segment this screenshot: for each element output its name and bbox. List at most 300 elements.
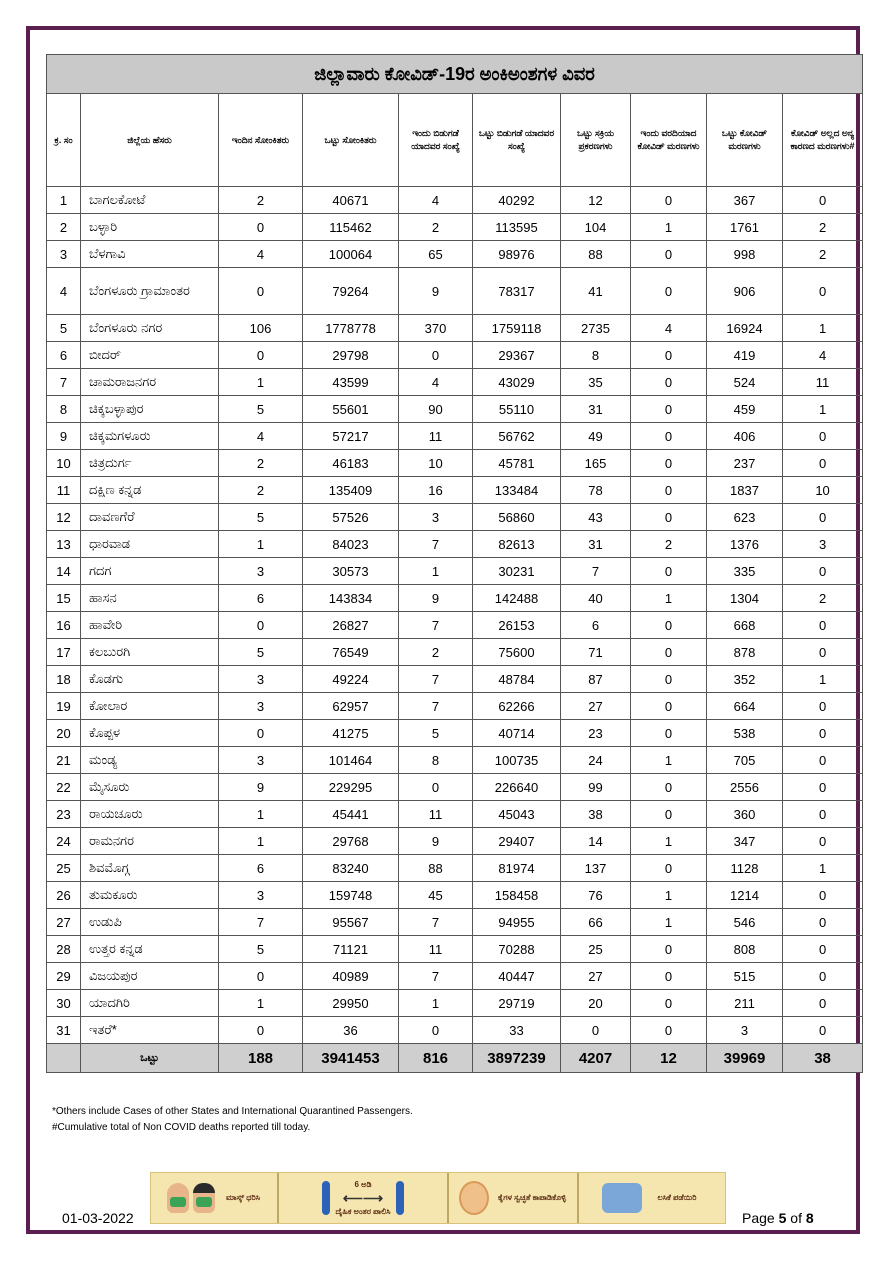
table-row bbox=[47, 855, 863, 882]
cell-total-cases: 43599 bbox=[303, 369, 399, 396]
table-row bbox=[47, 241, 863, 268]
cell-serial: 27 bbox=[47, 909, 81, 936]
masked-face-icon bbox=[193, 1183, 215, 1213]
cell-total-cases: 57526 bbox=[303, 504, 399, 531]
cell-serial: 19 bbox=[47, 693, 81, 720]
cell-today-cases: 0 bbox=[219, 720, 303, 747]
footnote-non-covid: #Cumulative total of Non COVID deaths reported till today. bbox=[52, 1122, 311, 1133]
table-row bbox=[47, 585, 863, 612]
cell-discharged-total: 226640 bbox=[473, 774, 561, 801]
cell-deaths-total: 352 bbox=[707, 666, 783, 693]
cell-today-cases: 0 bbox=[219, 214, 303, 241]
cell-total-cases: 26827 bbox=[303, 612, 399, 639]
page-number bbox=[742, 1210, 814, 1226]
cell-today-cases: 1 bbox=[219, 369, 303, 396]
cell-discharged-total: 82613 bbox=[473, 531, 561, 558]
cell-deaths-today: 0 bbox=[631, 801, 707, 828]
cell-deaths-total: 2556 bbox=[707, 774, 783, 801]
table-row bbox=[47, 828, 863, 855]
cell-deaths-total: 406 bbox=[707, 423, 783, 450]
cell-district: ಕೋಲಾರ bbox=[81, 693, 219, 720]
cell-deaths-today: 0 bbox=[631, 477, 707, 504]
cell-deaths-total: 878 bbox=[707, 639, 783, 666]
cell-non-covid-deaths: 2 bbox=[783, 241, 863, 268]
cell-serial: 7 bbox=[47, 369, 81, 396]
cell-total-cases: 229295 bbox=[303, 774, 399, 801]
cell-deaths-today: 0 bbox=[631, 936, 707, 963]
cell-district: ಮೈಸೂರು bbox=[81, 774, 219, 801]
cell-deaths-total: 459 bbox=[707, 396, 783, 423]
cell-active: 14 bbox=[561, 828, 631, 855]
cell-district: ವಿಜಯಪುರ bbox=[81, 963, 219, 990]
cell-total-cases: 29798 bbox=[303, 342, 399, 369]
cell-serial: 12 bbox=[47, 504, 81, 531]
cell-district: ಚಿಕ್ಕಬಳ್ಳಾಪುರ bbox=[81, 396, 219, 423]
cell-discharged-today: 1 bbox=[399, 990, 473, 1017]
cell-discharged-total: 40447 bbox=[473, 963, 561, 990]
cell-today-cases: 0 bbox=[219, 342, 303, 369]
cell-discharged-today: 11 bbox=[399, 423, 473, 450]
cell-discharged-total: 133484 bbox=[473, 477, 561, 504]
banner-mask bbox=[151, 1173, 279, 1223]
cell-serial: 2 bbox=[47, 214, 81, 241]
cell-district: ಉತ್ತರ ಕನ್ನಡ bbox=[81, 936, 219, 963]
cell-serial: 18 bbox=[47, 666, 81, 693]
table-row bbox=[47, 936, 863, 963]
table-row bbox=[47, 369, 863, 396]
cell-today-cases: 2 bbox=[219, 477, 303, 504]
cell-deaths-today: 0 bbox=[631, 187, 707, 214]
table-row bbox=[47, 666, 863, 693]
cell-discharged-today: 7 bbox=[399, 612, 473, 639]
cell-discharged-today: 2 bbox=[399, 214, 473, 241]
cell-deaths-total: 335 bbox=[707, 558, 783, 585]
totals-total: 3941453 bbox=[303, 1044, 399, 1073]
cell-deaths-today: 0 bbox=[631, 342, 707, 369]
cell-non-covid-deaths: 0 bbox=[783, 693, 863, 720]
cell-district: ಚಾಮರಾಜನಗರ bbox=[81, 369, 219, 396]
cell-today-cases: 2 bbox=[219, 187, 303, 214]
header-district: ಜಿಲ್ಲೆಯ ಹೆಸರು bbox=[81, 94, 219, 187]
cell-non-covid-deaths: 0 bbox=[783, 801, 863, 828]
cell-non-covid-deaths: 0 bbox=[783, 558, 863, 585]
table-row bbox=[47, 268, 863, 315]
cell-deaths-total: 211 bbox=[707, 990, 783, 1017]
cell-serial: 30 bbox=[47, 990, 81, 1017]
cell-deaths-today: 0 bbox=[631, 241, 707, 268]
cell-serial: 20 bbox=[47, 720, 81, 747]
cell-deaths-today: 1 bbox=[631, 214, 707, 241]
cell-non-covid-deaths: 10 bbox=[783, 477, 863, 504]
cell-deaths-today: 0 bbox=[631, 612, 707, 639]
cell-deaths-total: 1837 bbox=[707, 477, 783, 504]
cell-active: 7 bbox=[561, 558, 631, 585]
cell-total-cases: 84023 bbox=[303, 531, 399, 558]
vaccination-icon bbox=[602, 1183, 642, 1213]
cell-non-covid-deaths: 3 bbox=[783, 531, 863, 558]
cell-deaths-today: 0 bbox=[631, 963, 707, 990]
table-row bbox=[47, 531, 863, 558]
covid-guidelines-banner bbox=[150, 1172, 726, 1224]
cell-deaths-total: 1376 bbox=[707, 531, 783, 558]
cell-deaths-total: 3 bbox=[707, 1017, 783, 1044]
cell-discharged-today: 7 bbox=[399, 531, 473, 558]
cell-active: 71 bbox=[561, 639, 631, 666]
cell-deaths-total: 1761 bbox=[707, 214, 783, 241]
cell-discharged-today: 4 bbox=[399, 369, 473, 396]
cell-discharged-today: 16 bbox=[399, 477, 473, 504]
totals-active: 4207 bbox=[561, 1044, 631, 1073]
cell-today-cases: 1 bbox=[219, 828, 303, 855]
cell-district: ಶಿವಮೊಗ್ಗ bbox=[81, 855, 219, 882]
cell-total-cases: 57217 bbox=[303, 423, 399, 450]
cell-discharged-total: 45043 bbox=[473, 801, 561, 828]
cell-deaths-total: 808 bbox=[707, 936, 783, 963]
cell-deaths-today: 0 bbox=[631, 990, 707, 1017]
cell-serial: 10 bbox=[47, 450, 81, 477]
cell-discharged-total: 142488 bbox=[473, 585, 561, 612]
cell-today-cases: 0 bbox=[219, 268, 303, 315]
cell-discharged-total: 70288 bbox=[473, 936, 561, 963]
cell-discharged-today: 7 bbox=[399, 963, 473, 990]
cell-active: 165 bbox=[561, 450, 631, 477]
header-discharged-today: ಇಂದು ಬಿಡುಗಡೆ ಯಾದವರ ಸಂಖ್ಯೆ bbox=[399, 94, 473, 187]
cell-today-cases: 6 bbox=[219, 585, 303, 612]
cell-total-cases: 29768 bbox=[303, 828, 399, 855]
cell-total-cases: 40989 bbox=[303, 963, 399, 990]
cell-total-cases: 143834 bbox=[303, 585, 399, 612]
cell-deaths-total: 360 bbox=[707, 801, 783, 828]
table-row bbox=[47, 990, 863, 1017]
district-table-container bbox=[46, 54, 862, 1073]
cell-active: 38 bbox=[561, 801, 631, 828]
cell-non-covid-deaths: 0 bbox=[783, 909, 863, 936]
cell-total-cases: 41275 bbox=[303, 720, 399, 747]
page-prefix: Page bbox=[742, 1210, 775, 1226]
cell-non-covid-deaths: 0 bbox=[783, 936, 863, 963]
cell-today-cases: 5 bbox=[219, 936, 303, 963]
table-row bbox=[47, 720, 863, 747]
cell-discharged-today: 8 bbox=[399, 747, 473, 774]
table-row bbox=[47, 801, 863, 828]
masked-face-icon bbox=[167, 1183, 189, 1213]
cell-discharged-total: 29367 bbox=[473, 342, 561, 369]
cell-discharged-today: 88 bbox=[399, 855, 473, 882]
cell-non-covid-deaths: 1 bbox=[783, 666, 863, 693]
cell-district: ಹಾವೇರಿ bbox=[81, 612, 219, 639]
cell-discharged-total: 26153 bbox=[473, 612, 561, 639]
cell-total-cases: 100064 bbox=[303, 241, 399, 268]
cell-total-cases: 46183 bbox=[303, 450, 399, 477]
district-table bbox=[46, 54, 863, 1073]
cell-non-covid-deaths: 0 bbox=[783, 828, 863, 855]
cell-total-cases: 40671 bbox=[303, 187, 399, 214]
cell-serial: 21 bbox=[47, 747, 81, 774]
cell-total-cases: 159748 bbox=[303, 882, 399, 909]
cell-active: 2735 bbox=[561, 315, 631, 342]
cell-today-cases: 7 bbox=[219, 909, 303, 936]
cell-total-cases: 45441 bbox=[303, 801, 399, 828]
cell-discharged-today: 9 bbox=[399, 268, 473, 315]
cell-non-covid-deaths: 0 bbox=[783, 504, 863, 531]
cell-discharged-today: 11 bbox=[399, 801, 473, 828]
cell-serial: 5 bbox=[47, 315, 81, 342]
header-serial: ಕ್ರ. ಸಂ bbox=[47, 94, 81, 187]
cell-serial: 23 bbox=[47, 801, 81, 828]
cell-today-cases: 3 bbox=[219, 747, 303, 774]
cell-serial: 6 bbox=[47, 342, 81, 369]
cell-discharged-total: 40714 bbox=[473, 720, 561, 747]
cell-district: ಹಾಸನ bbox=[81, 585, 219, 612]
cell-discharged-total: 29407 bbox=[473, 828, 561, 855]
cell-today-cases: 3 bbox=[219, 693, 303, 720]
cell-today-cases: 6 bbox=[219, 855, 303, 882]
cell-district: ಇತರೆ* bbox=[81, 1017, 219, 1044]
cell-deaths-total: 623 bbox=[707, 504, 783, 531]
cell-district: ಬೆಳಗಾವಿ bbox=[81, 241, 219, 268]
table-row bbox=[47, 423, 863, 450]
table-row bbox=[47, 774, 863, 801]
cell-deaths-today: 1 bbox=[631, 747, 707, 774]
cell-active: 0 bbox=[561, 1017, 631, 1044]
cell-serial: 29 bbox=[47, 963, 81, 990]
cell-serial: 8 bbox=[47, 396, 81, 423]
cell-non-covid-deaths: 4 bbox=[783, 342, 863, 369]
cell-deaths-total: 664 bbox=[707, 693, 783, 720]
banner-vaccine-label: ಲಸಿಕೆ ಪಡೆಯಿರಿ bbox=[657, 1193, 697, 1202]
cell-discharged-total: 33 bbox=[473, 1017, 561, 1044]
cell-today-cases: 3 bbox=[219, 558, 303, 585]
cell-deaths-total: 1128 bbox=[707, 855, 783, 882]
cell-active: 23 bbox=[561, 720, 631, 747]
cell-non-covid-deaths: 0 bbox=[783, 268, 863, 315]
cell-total-cases: 29950 bbox=[303, 990, 399, 1017]
table-row bbox=[47, 504, 863, 531]
cell-district: ಕೊಡಗು bbox=[81, 666, 219, 693]
cell-non-covid-deaths: 0 bbox=[783, 963, 863, 990]
cell-active: 43 bbox=[561, 504, 631, 531]
cell-total-cases: 115462 bbox=[303, 214, 399, 241]
cell-deaths-today: 0 bbox=[631, 639, 707, 666]
cell-district: ಗದಗ bbox=[81, 558, 219, 585]
totals-row bbox=[47, 1044, 863, 1073]
banner-distance-text bbox=[336, 1180, 391, 1217]
cell-total-cases: 36 bbox=[303, 1017, 399, 1044]
cell-total-cases: 71121 bbox=[303, 936, 399, 963]
person-icon bbox=[396, 1181, 404, 1215]
cell-district: ಧಾರವಾಡ bbox=[81, 531, 219, 558]
cell-deaths-total: 524 bbox=[707, 369, 783, 396]
header-total-cases: ಒಟ್ಟು ಸೋಂಕಿತರು bbox=[303, 94, 399, 187]
cell-deaths-total: 546 bbox=[707, 909, 783, 936]
cell-deaths-today: 0 bbox=[631, 423, 707, 450]
cell-today-cases: 9 bbox=[219, 774, 303, 801]
cell-district: ಬೆಂಗಳೂರು ಗ್ರಾಮಾಂತರ bbox=[81, 268, 219, 315]
cell-discharged-total: 98976 bbox=[473, 241, 561, 268]
banner-hygiene bbox=[449, 1173, 579, 1223]
cell-deaths-today: 0 bbox=[631, 666, 707, 693]
table-row bbox=[47, 396, 863, 423]
table-row bbox=[47, 612, 863, 639]
person-icon bbox=[322, 1181, 330, 1215]
cell-today-cases: 5 bbox=[219, 639, 303, 666]
cell-serial: 26 bbox=[47, 882, 81, 909]
cell-today-cases: 5 bbox=[219, 396, 303, 423]
cell-non-covid-deaths: 11 bbox=[783, 369, 863, 396]
cell-deaths-today: 1 bbox=[631, 909, 707, 936]
cell-district: ಕಲಬುರಗಿ bbox=[81, 639, 219, 666]
header-active: ಒಟ್ಟು ಸಕ್ರಿಯ ಪ್ರಕರಣಗಳು bbox=[561, 94, 631, 187]
table-row bbox=[47, 477, 863, 504]
cell-discharged-total: 56860 bbox=[473, 504, 561, 531]
cell-active: 25 bbox=[561, 936, 631, 963]
page-total: 8 bbox=[805, 1210, 814, 1226]
cell-discharged-total: 113595 bbox=[473, 214, 561, 241]
cell-serial: 14 bbox=[47, 558, 81, 585]
banner-distance bbox=[279, 1173, 449, 1223]
cell-district: ಮಂಡ್ಯ bbox=[81, 747, 219, 774]
cell-serial: 17 bbox=[47, 639, 81, 666]
cell-non-covid-deaths: 0 bbox=[783, 187, 863, 214]
footnotes bbox=[52, 1104, 413, 1136]
cell-serial: 16 bbox=[47, 612, 81, 639]
cell-serial: 25 bbox=[47, 855, 81, 882]
cell-today-cases: 1 bbox=[219, 990, 303, 1017]
header-non-covid-deaths: ಕೋವಿಡ್ ಅಲ್ಲದ ಅನ್ಯ ಕಾರಣದ ಮರಣಗಳು# bbox=[783, 94, 863, 187]
table-row bbox=[47, 693, 863, 720]
cell-deaths-total: 16924 bbox=[707, 315, 783, 342]
cell-discharged-total: 56762 bbox=[473, 423, 561, 450]
table-row bbox=[47, 315, 863, 342]
cell-serial: 28 bbox=[47, 936, 81, 963]
cell-deaths-today: 2 bbox=[631, 531, 707, 558]
cell-today-cases: 1 bbox=[219, 531, 303, 558]
cell-deaths-today: 0 bbox=[631, 396, 707, 423]
cell-active: 8 bbox=[561, 342, 631, 369]
cell-discharged-today: 7 bbox=[399, 693, 473, 720]
cell-deaths-total: 419 bbox=[707, 342, 783, 369]
cell-total-cases: 83240 bbox=[303, 855, 399, 882]
cell-serial: 22 bbox=[47, 774, 81, 801]
cell-deaths-today: 4 bbox=[631, 315, 707, 342]
cell-non-covid-deaths: 0 bbox=[783, 639, 863, 666]
table-row bbox=[47, 558, 863, 585]
table-row bbox=[47, 342, 863, 369]
cell-district: ಬಾಗಲಕೋಟೆ bbox=[81, 187, 219, 214]
cell-deaths-total: 705 bbox=[707, 747, 783, 774]
cell-discharged-today: 7 bbox=[399, 909, 473, 936]
cell-discharged-total: 45781 bbox=[473, 450, 561, 477]
cell-active: 137 bbox=[561, 855, 631, 882]
table-row bbox=[47, 187, 863, 214]
cell-district: ದಕ್ಷಿಣ ಕನ್ನಡ bbox=[81, 477, 219, 504]
cell-discharged-today: 11 bbox=[399, 936, 473, 963]
cell-discharged-total: 100735 bbox=[473, 747, 561, 774]
cell-non-covid-deaths: 1 bbox=[783, 315, 863, 342]
cell-serial: 11 bbox=[47, 477, 81, 504]
cell-discharged-total: 30231 bbox=[473, 558, 561, 585]
cell-discharged-today: 0 bbox=[399, 774, 473, 801]
cell-deaths-today: 0 bbox=[631, 504, 707, 531]
cell-total-cases: 1778778 bbox=[303, 315, 399, 342]
cell-active: 31 bbox=[561, 531, 631, 558]
cell-today-cases: 106 bbox=[219, 315, 303, 342]
cell-discharged-today: 65 bbox=[399, 241, 473, 268]
cell-district: ಕೊಪ್ಪಳ bbox=[81, 720, 219, 747]
cell-district: ಬಳ್ಳಾರಿ bbox=[81, 214, 219, 241]
cell-discharged-total: 29719 bbox=[473, 990, 561, 1017]
header-deaths-today: ಇಂದು ವರದಿಯಾದ ಕೋವಿಡ್ ಮರಣಗಳು bbox=[631, 94, 707, 187]
cell-deaths-today: 0 bbox=[631, 693, 707, 720]
cell-district: ಉಡುಪಿ bbox=[81, 909, 219, 936]
cell-deaths-total: 906 bbox=[707, 268, 783, 315]
cell-non-covid-deaths: 0 bbox=[783, 450, 863, 477]
cell-discharged-total: 43029 bbox=[473, 369, 561, 396]
table-row bbox=[47, 747, 863, 774]
cell-deaths-total: 668 bbox=[707, 612, 783, 639]
table-row bbox=[47, 882, 863, 909]
cell-total-cases: 101464 bbox=[303, 747, 399, 774]
cell-serial: 4 bbox=[47, 268, 81, 315]
totals-non-covid: 38 bbox=[783, 1044, 863, 1073]
cell-district: ಬೆಂಗಳೂರು ನಗರ bbox=[81, 315, 219, 342]
cell-active: 24 bbox=[561, 747, 631, 774]
cell-today-cases: 2 bbox=[219, 450, 303, 477]
cell-discharged-today: 9 bbox=[399, 828, 473, 855]
cell-deaths-today: 0 bbox=[631, 558, 707, 585]
cell-discharged-total: 78317 bbox=[473, 268, 561, 315]
table-title: ಜಿಲ್ಲಾವಾರು ಕೋವಿಡ್-19ರ ಅಂಕಿಅಂಶಗಳ ವಿವರ bbox=[47, 55, 863, 94]
totals-dis-today: 816 bbox=[399, 1044, 473, 1073]
cell-active: 87 bbox=[561, 666, 631, 693]
cell-deaths-total: 237 bbox=[707, 450, 783, 477]
cell-deaths-today: 1 bbox=[631, 882, 707, 909]
cell-discharged-total: 1759118 bbox=[473, 315, 561, 342]
cell-district: ರಾಮನಗರ bbox=[81, 828, 219, 855]
cell-today-cases: 4 bbox=[219, 423, 303, 450]
cell-active: 20 bbox=[561, 990, 631, 1017]
banner-distance-label: ದೈಹಿಕ ಅಂತರ ಪಾಲಿಸಿ bbox=[335, 1206, 391, 1216]
cell-non-covid-deaths: 2 bbox=[783, 214, 863, 241]
cell-active: 88 bbox=[561, 241, 631, 268]
cell-deaths-total: 998 bbox=[707, 241, 783, 268]
cell-today-cases: 3 bbox=[219, 666, 303, 693]
cell-today-cases: 1 bbox=[219, 801, 303, 828]
cell-active: 6 bbox=[561, 612, 631, 639]
cell-discharged-total: 75600 bbox=[473, 639, 561, 666]
cell-deaths-total: 1304 bbox=[707, 585, 783, 612]
cell-total-cases: 49224 bbox=[303, 666, 399, 693]
header-today-cases: ಇಂದಿನ ಸೋಂಕಿತರು bbox=[219, 94, 303, 187]
cell-discharged-today: 90 bbox=[399, 396, 473, 423]
cell-total-cases: 79264 bbox=[303, 268, 399, 315]
cell-district: ದಾವಣಗೆರೆ bbox=[81, 504, 219, 531]
cell-discharged-today: 0 bbox=[399, 342, 473, 369]
cell-deaths-total: 1214 bbox=[707, 882, 783, 909]
cell-deaths-today: 0 bbox=[631, 1017, 707, 1044]
cell-discharged-today: 7 bbox=[399, 666, 473, 693]
cell-deaths-today: 0 bbox=[631, 855, 707, 882]
cell-discharged-total: 55110 bbox=[473, 396, 561, 423]
cell-total-cases: 62957 bbox=[303, 693, 399, 720]
double-arrow-icon: ⟵⟶ bbox=[342, 1189, 384, 1206]
cell-deaths-today: 0 bbox=[631, 774, 707, 801]
cell-discharged-total: 40292 bbox=[473, 187, 561, 214]
totals-death-total: 39969 bbox=[707, 1044, 783, 1073]
cell-non-covid-deaths: 0 bbox=[783, 1017, 863, 1044]
table-row bbox=[47, 214, 863, 241]
totals-label: ಒಟ್ಟು bbox=[81, 1044, 219, 1073]
